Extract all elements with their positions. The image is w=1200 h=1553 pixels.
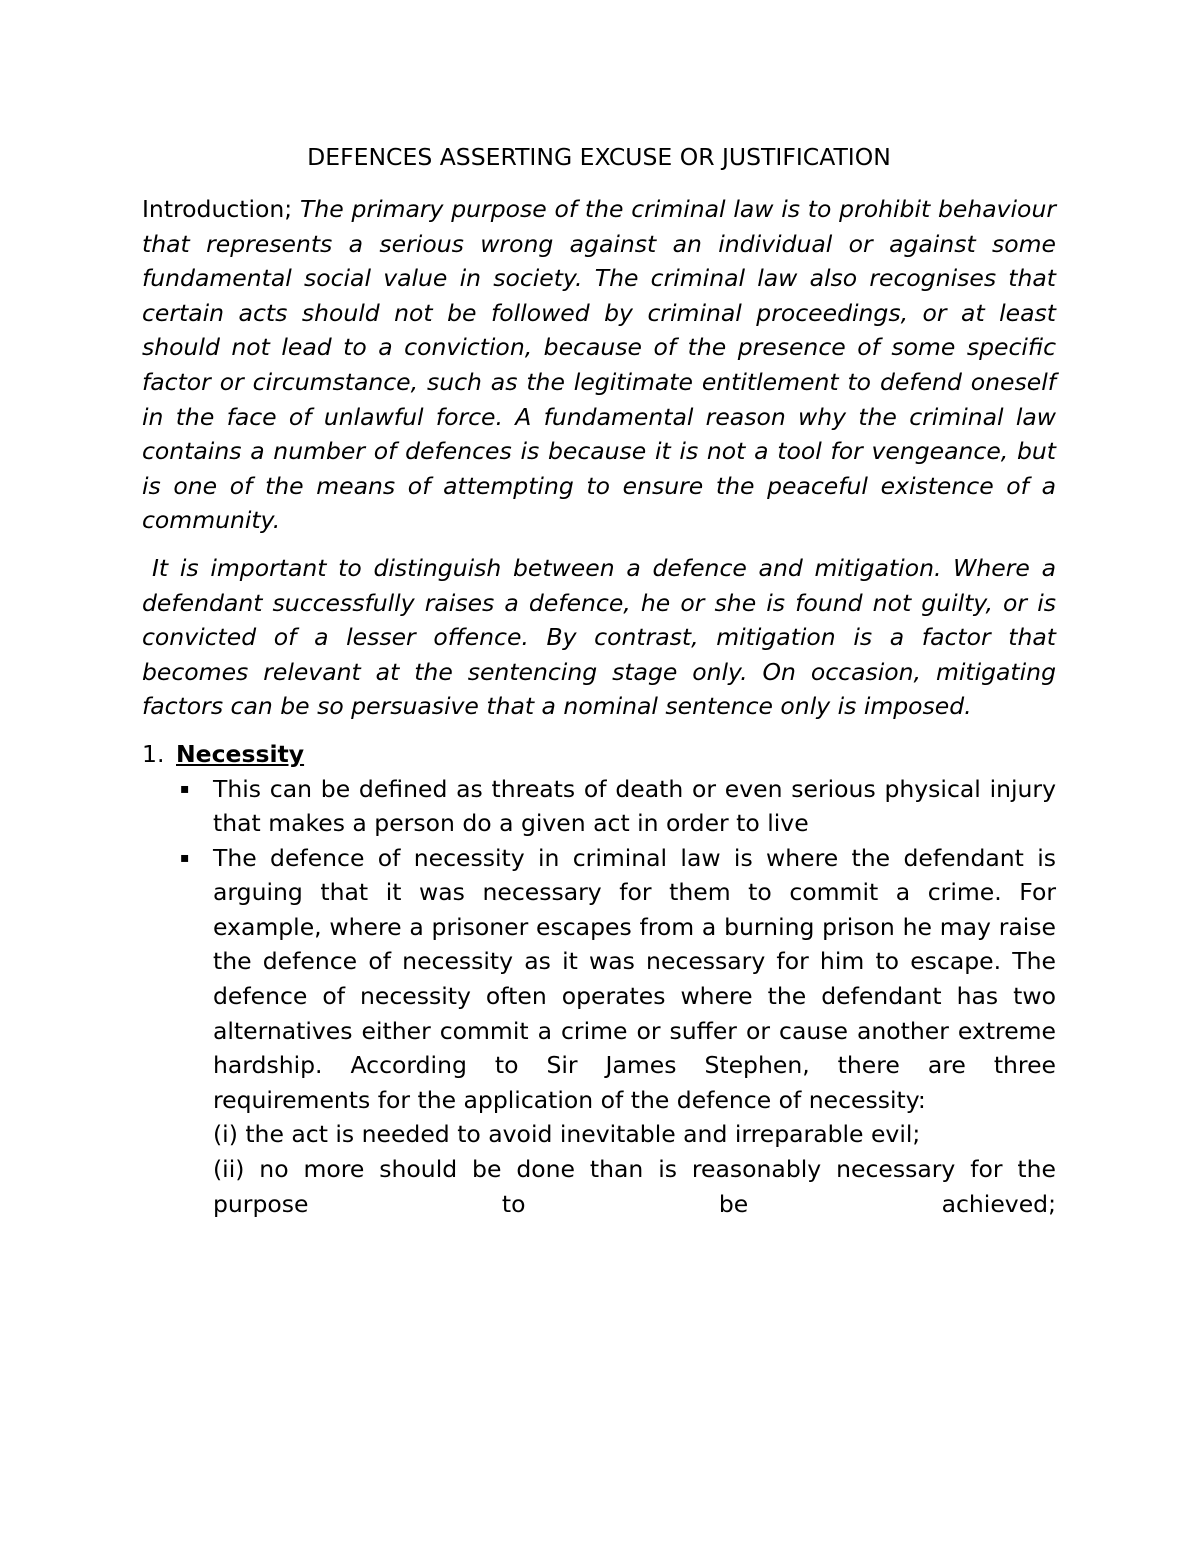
bullet-text: The defence of necessity in criminal law is where the defendant is arguing that it was necessary for them to commit a crime. For example, where a prisoner escapes from a burning prison he may raise the defence of necessity as it was necessary for him to escape. The defence of necessity often operates where the defendant has two alternatives either commit a crime or suffer or cause another extreme hardship. According to Sir James Stephen, there are three requirements for the application of the defence of necessity: [213, 843, 1056, 1114]
section-heading [142, 737, 1056, 772]
intro-body: The primary purpose of the criminal law is to prohibit behaviour that represents a serious wrong against an individual or against some fundamental social value in society. The criminal law also recognises that certain acts should not be followed by criminal proceedings, or at least should not lead to a conviction, because of the presence of some specific factor or circumstance, such as the legitimate entitlement to defend oneself in the face of unlawful force. A fundamental reason why the criminal law contains a number of defences is because it is not a tool for vengeance, but is one of the means of attempting to ensure the peaceful existence of a community. [142, 195, 1056, 535]
defence-vs-mitigation-paragraph: It is important to distinguish between a defence and mitigation. Where a defendant successfully raises a defence, he or she is found not guilty, or is convicted of a lesser offence. By contrast, mitigation is a factor that becomes relevant at the sentencing stage only. On occasion, mitigating factors can be so persuasive that a nominal sentence only is imposed. [142, 553, 1056, 721]
square-bullet-icon: ▪ [180, 780, 190, 797]
list-item [180, 772, 1056, 841]
bullet-text: This can be defined as threats of death or even serious physical injury that makes a person do a given act in order to live [213, 774, 1056, 838]
section-number: 1. [142, 739, 165, 768]
requirement-item: (i) the act is needed to avoid inevitable and irreparable evil; [213, 1120, 921, 1149]
section-bullet-list [142, 772, 1056, 1118]
intro-paragraph [142, 192, 1056, 538]
page-title: DEFENCES ASSERTING EXCUSE OR JUSTIFICATION [307, 143, 891, 171]
square-bullet-icon: ▪ [180, 849, 190, 866]
intro-label: Introduction; [142, 195, 293, 223]
document-page [142, 140, 1056, 1221]
section-title: Necessity [176, 739, 305, 768]
list-item [180, 841, 1056, 1118]
requirement-item: (ii) no more should be done than is reasonably necessary for the purpose to be achieved; [213, 1155, 1056, 1218]
